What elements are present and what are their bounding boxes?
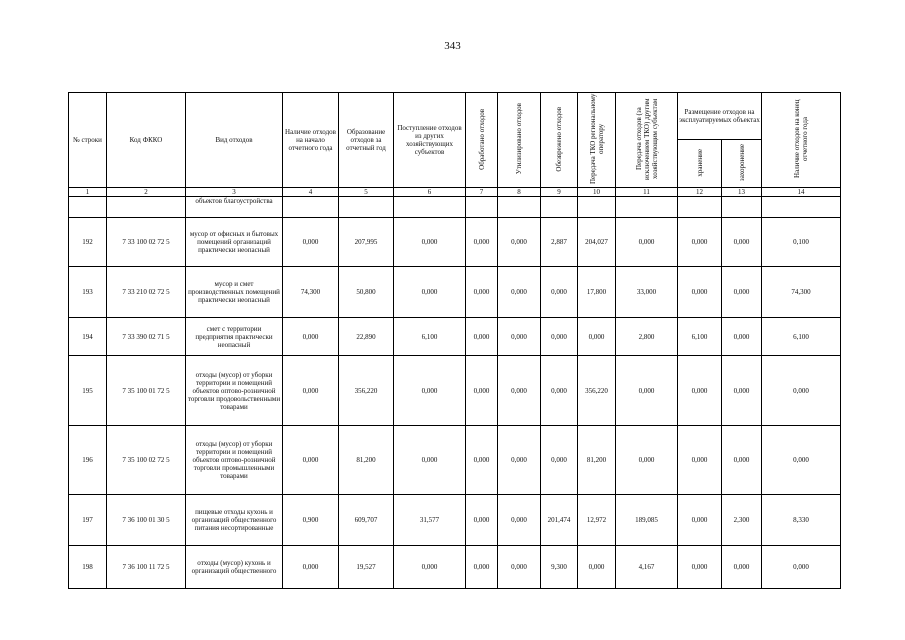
value-cell: 33,000 — [616, 267, 678, 318]
value-cell: 356,220 — [578, 356, 616, 426]
value-cell: 0,000 — [283, 356, 339, 426]
waste-name: мусор и смет производственных помещений практически неопасный — [186, 267, 283, 318]
row-number: 194 — [69, 318, 107, 356]
value-cell: 207,995 — [339, 218, 394, 267]
value-cell: 8,330 — [762, 495, 841, 546]
column-number: 5 — [339, 188, 394, 197]
fkko-code: 7 36 100 11 72 5 — [107, 546, 186, 589]
value-cell: 0,000 — [762, 356, 841, 426]
empty-cell — [722, 197, 762, 218]
header-received: Поступление отходов из других хозяйствующих субъектов — [394, 93, 466, 188]
waste-name: отходы (мусор) кухонь и организаций общественного — [186, 546, 283, 589]
value-cell: 6,100 — [762, 318, 841, 356]
header-generated: Образование отходов за отчетный год — [339, 93, 394, 188]
value-cell: 0,000 — [678, 495, 722, 546]
value-cell: 189,085 — [616, 495, 678, 546]
row-number: 197 — [69, 495, 107, 546]
header-end-balance — [762, 93, 841, 188]
value-cell: 0,000 — [541, 356, 578, 426]
value-cell: 0,000 — [283, 546, 339, 589]
value-cell: 0,000 — [578, 318, 616, 356]
value-cell: 31,577 — [394, 495, 466, 546]
header-fkko-code: Код ФККО — [107, 93, 186, 188]
value-cell: 4,167 — [616, 546, 678, 589]
table-row — [69, 318, 841, 356]
value-cell: 0,000 — [394, 546, 466, 589]
value-cell: 22,890 — [339, 318, 394, 356]
value-cell: 12,972 — [578, 495, 616, 546]
column-number: 6 — [394, 188, 466, 197]
value-cell: 50,800 — [339, 267, 394, 318]
row-number: 193 — [69, 267, 107, 318]
value-cell: 0,000 — [722, 318, 762, 356]
header-to-other-entities — [616, 93, 678, 188]
value-cell: 0,000 — [283, 426, 339, 495]
row-number: 198 — [69, 546, 107, 589]
empty-cell — [69, 197, 107, 218]
column-number: 1 — [69, 188, 107, 197]
header-start-balance: Наличие отходов на начало отчетного года — [283, 93, 339, 188]
value-cell: 0,000 — [498, 495, 541, 546]
value-cell: 0,000 — [762, 546, 841, 589]
fkko-code: 7 35 100 02 72 5 — [107, 426, 186, 495]
value-cell: 0,000 — [541, 318, 578, 356]
header-processed — [466, 93, 498, 188]
fkko-code: 7 33 210 02 72 5 — [107, 267, 186, 318]
empty-cell — [107, 197, 186, 218]
column-number: 12 — [678, 188, 722, 197]
value-cell: 0,000 — [498, 318, 541, 356]
header-processed-text: Обработано отходов — [477, 108, 486, 170]
value-cell: 0,000 — [722, 426, 762, 495]
waste-name: пищевые отходы кухонь и организаций общественного питания несортированные — [186, 495, 283, 546]
value-cell: 609,707 — [339, 495, 394, 546]
value-cell: 0,000 — [678, 356, 722, 426]
value-cell: 0,000 — [678, 546, 722, 589]
value-cell: 2,300 — [722, 495, 762, 546]
value-cell: 0,000 — [498, 546, 541, 589]
empty-cell — [394, 197, 466, 218]
table-row — [69, 495, 841, 546]
value-cell: 0,000 — [616, 356, 678, 426]
header-burial — [722, 140, 762, 188]
header-to-other-entities-text: Передача отходов (за исключением ТКО) другим хозяйствующим субъектам — [634, 98, 659, 180]
column-number: 14 — [762, 188, 841, 197]
value-cell: 0,000 — [283, 218, 339, 267]
value-cell: 0,000 — [578, 546, 616, 589]
value-cell: 74,300 — [762, 267, 841, 318]
value-cell: 0,000 — [394, 267, 466, 318]
value-cell: 2,800 — [616, 318, 678, 356]
waste-name: мусор от офисных и бытовых помещений организаций практически неопасный — [186, 218, 283, 267]
fkko-code: 7 35 100 01 72 5 — [107, 356, 186, 426]
value-cell: 0,000 — [466, 218, 498, 267]
value-cell: 19,527 — [339, 546, 394, 589]
row-number: 195 — [69, 356, 107, 426]
table-row — [69, 356, 841, 426]
value-cell: 0,000 — [498, 356, 541, 426]
empty-cell — [466, 197, 498, 218]
value-cell: 0,000 — [394, 356, 466, 426]
empty-cell — [762, 197, 841, 218]
value-cell: 0,000 — [678, 267, 722, 318]
header-neutralized-text: Обезврежено отходов — [555, 106, 563, 172]
value-cell: 81,200 — [578, 426, 616, 495]
empty-cell — [578, 197, 616, 218]
column-number: 7 — [466, 188, 498, 197]
header-storage — [678, 140, 722, 188]
value-cell: 81,200 — [339, 426, 394, 495]
column-numbers-row — [69, 188, 841, 197]
value-cell: 0,000 — [762, 426, 841, 495]
empty-cell — [616, 197, 678, 218]
column-number: 13 — [722, 188, 762, 197]
value-cell: 0,000 — [722, 546, 762, 589]
header-burial-text: захоронение — [737, 143, 746, 182]
value-cell: 204,027 — [578, 218, 616, 267]
empty-cell — [678, 197, 722, 218]
continuation-row — [69, 197, 841, 218]
value-cell: 0,000 — [541, 267, 578, 318]
empty-cell — [498, 197, 541, 218]
column-number: 9 — [541, 188, 578, 197]
column-number: 4 — [283, 188, 339, 197]
waste-name: смет с территории предприятия практически неопасный — [186, 318, 283, 356]
value-cell: 0,100 — [762, 218, 841, 267]
header-to-regional-operator — [578, 93, 616, 188]
column-number: 2 — [107, 188, 186, 197]
header-storage-text: хранение — [695, 148, 704, 177]
header-row — [69, 93, 841, 140]
table-row — [69, 426, 841, 495]
value-cell: 0,000 — [541, 426, 578, 495]
value-cell: 74,300 — [283, 267, 339, 318]
value-cell: 0,000 — [466, 356, 498, 426]
value-cell: 0,000 — [722, 218, 762, 267]
fkko-code: 7 36 100 01 30 5 — [107, 495, 186, 546]
value-cell: 0,900 — [283, 495, 339, 546]
value-cell: 0,000 — [498, 426, 541, 495]
value-cell: 9,300 — [541, 546, 578, 589]
column-number: 3 — [186, 188, 283, 197]
value-cell: 17,800 — [578, 267, 616, 318]
header-placement-group: Размещение отходов на эксплуатируемых объектах — [678, 93, 762, 140]
column-number: 11 — [616, 188, 678, 197]
value-cell: 201,474 — [541, 495, 578, 546]
value-cell: 0,000 — [466, 426, 498, 495]
value-cell: 0,000 — [466, 318, 498, 356]
value-cell: 6,100 — [394, 318, 466, 356]
header-utilized — [498, 93, 541, 188]
value-cell: 2,887 — [541, 218, 578, 267]
header-waste-type: Вид отходов — [186, 93, 283, 188]
value-cell: 0,000 — [678, 426, 722, 495]
value-cell: 0,000 — [466, 546, 498, 589]
column-number: 8 — [498, 188, 541, 197]
waste-name: отходы (мусор) от уборки территории и помещений объектов оптово-розничной торговли промышленными товарами — [186, 426, 283, 495]
table-row — [69, 267, 841, 318]
value-cell: 0,000 — [283, 318, 339, 356]
header-row-no: № строки — [69, 93, 107, 188]
row-number: 192 — [69, 218, 107, 267]
table-row — [69, 218, 841, 267]
fkko-code: 7 33 390 02 71 5 — [107, 318, 186, 356]
empty-cell — [339, 197, 394, 218]
fkko-code: 7 33 100 02 72 5 — [107, 218, 186, 267]
value-cell: 0,000 — [498, 267, 541, 318]
value-cell: 0,000 — [466, 495, 498, 546]
value-cell: 0,000 — [616, 218, 678, 267]
value-cell: 0,000 — [616, 426, 678, 495]
column-number: 10 — [578, 188, 616, 197]
empty-cell — [283, 197, 339, 218]
continuation-name: объектов благоустройства — [186, 197, 283, 218]
value-cell: 0,000 — [722, 267, 762, 318]
value-cell: 356,220 — [339, 356, 394, 426]
value-cell: 0,000 — [394, 218, 466, 267]
waste-table — [68, 92, 841, 589]
value-cell: 0,000 — [394, 426, 466, 495]
value-cell: 0,000 — [498, 218, 541, 267]
value-cell: 0,000 — [678, 218, 722, 267]
page-number: 343 — [444, 40, 461, 52]
waste-name: отходы (мусор) от уборки территории и помещений объектов оптово-розничной торговли продовольственными товарами — [186, 356, 283, 426]
value-cell: 0,000 — [722, 356, 762, 426]
header-to-regional-operator-text: Передача ТКО региональному оператору — [588, 93, 605, 185]
header-end-balance-text: Наличие отходов на конец отчетного года — [793, 99, 809, 179]
empty-cell — [541, 197, 578, 218]
table-row — [69, 546, 841, 589]
header-utilized-text: Утилизировано отходов — [515, 103, 523, 175]
value-cell: 0,000 — [466, 267, 498, 318]
header-neutralized — [541, 93, 578, 188]
value-cell: 6,100 — [678, 318, 722, 356]
row-number: 196 — [69, 426, 107, 495]
